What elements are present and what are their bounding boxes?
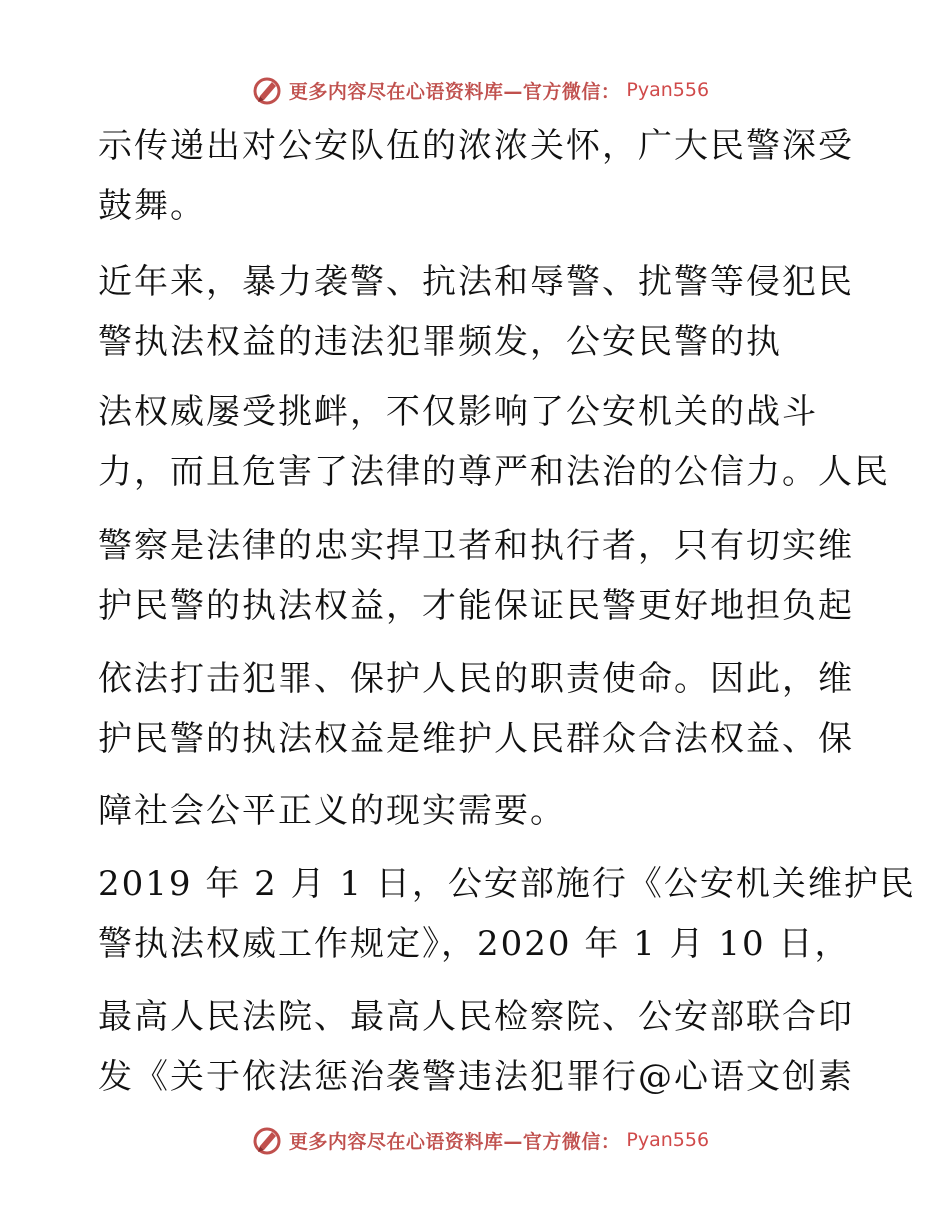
banner-text: 更多内容尽在心语资料库—官方微信： [288,1130,621,1153]
banner-text: 更多内容尽在心语资料库—官方微信： [288,80,621,103]
text-line: 力，而且危害了法律的尊严和法治的公信力。人民 [98,452,890,492]
footer-banner [0,1120,950,1160]
text-line: 障社会公平正义的现实需要。 [98,791,566,831]
text-line: 护民警的执法权益是维护人民群众合法权益、保 [98,719,854,759]
header-banner [0,70,950,110]
text-line: 护民警的执法权益，才能保证民警更好地担负起 [98,586,854,626]
text-line: 依法打击犯罪、保护人民的职责使命。因此，维 [98,659,854,699]
text-line: 法权威屡受挑衅，不仅影响了公安机关的战斗 [98,392,818,432]
text-line: 警执法权益的违法犯罪频发，公安民警的执 [98,322,782,362]
text-line: 鼓舞。 [98,186,206,226]
text-line: 最高人民法院、最高人民检察院、公安部联合印 [98,997,854,1037]
text-line: 警执法权威工作规定》，2020 年 1 月 10 日， [98,924,851,964]
banner-wechat-id: Pyan556 [626,1129,710,1151]
text-line: 近年来，暴力袭警、抗法和辱警、扰警等侵犯民 [98,262,854,302]
banner-wechat-id: Pyan556 [626,79,710,101]
text-line: 发《关于依法惩治袭警违法犯罪行@心语文创素 [98,1057,854,1097]
pen-logo-icon [251,1124,283,1156]
text-line: 警察是法律的忠实捍卫者和执行者，只有切实维 [98,526,854,566]
text-line: 2019 年 2 月 1 日，公安部施行《公安机关维护民 [98,864,916,904]
text-line: 示传递出对公安队伍的浓浓关怀，广大民警深受 [98,126,854,166]
pen-logo-icon [251,74,283,106]
